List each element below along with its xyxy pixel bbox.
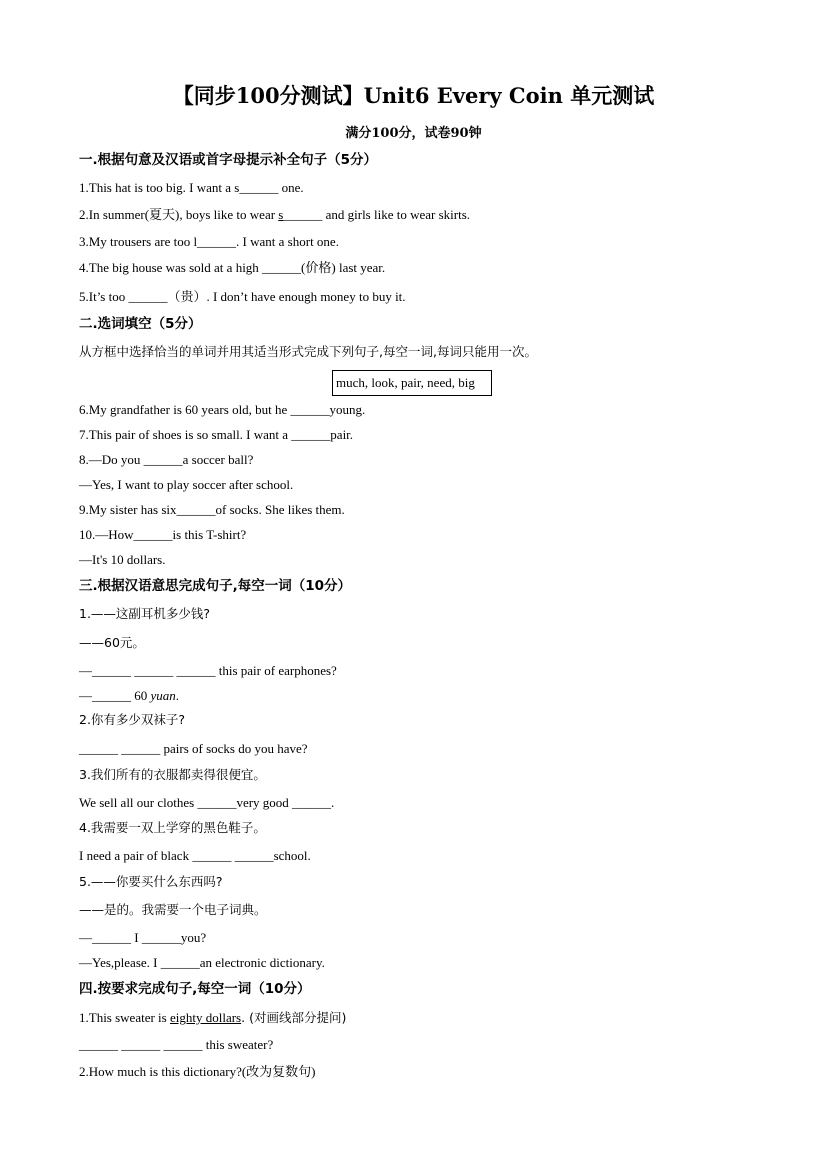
s2-question-8b: —Yes, I want to play soccer after school. (79, 477, 294, 492)
word-box: much, look, pair, need, big (332, 370, 492, 396)
s3-q2-chinese: 2.你有多少双袜子? (79, 712, 186, 727)
s3-q5-english-2: —Yes,please. I ______an electronic dictionary. (79, 955, 325, 970)
s2-question-6: 6.My grandfather is 60 years old, but he ______young. (79, 402, 366, 417)
s3-q1-english-1: —______ ______ ______ this pair of earphones? (79, 663, 337, 678)
s3-q1-en2-part-c: . (175, 688, 180, 703)
s2-question-7: 7.This pair of shoes is so small. I want a ______pair. (79, 427, 354, 442)
s3-q3-chinese: 3.我们所有的衣服都卖得很便宜。 (79, 767, 266, 782)
s3-q5-chinese-1: 5.——你要买什么东西吗? (79, 874, 223, 889)
section-2-heading: 二.选词填空（5分） (79, 316, 202, 332)
page-subtitle: 满分100分，试卷90钟 (345, 126, 482, 141)
section-4-heading: 四.按要求完成句子,每空一词（10分） (79, 981, 311, 997)
s3-q3-english: We sell all our clothes ______very good ______. (79, 795, 335, 810)
s3-q1-chinese-1: 1.——这副耳机多少钱? (79, 606, 211, 621)
s1-question-5: 5.It’s too ______（贵）. I don’t have enough money to buy it. (79, 289, 406, 304)
s4-question-2: 2.How much is this dictionary?(改为复数句) (79, 1064, 316, 1079)
s1-q2-hint-letter: s (278, 207, 284, 222)
s2-question-8a: 8.—Do you ______a soccer ball? (79, 452, 254, 467)
s3-q2-english: ______ ______ pairs of socks do you have? (79, 741, 308, 756)
s3-q1-chinese-2: ——60元。 (79, 635, 145, 650)
s1-q2-part-a: 2.In summer(夏天), boys like to wear (79, 207, 279, 222)
s2-instruction: 从方框中选择恰当的单词并用其适当形式完成下列句子,每空一词,每词只能用一次。 (79, 344, 537, 359)
s3-q1-english-2 (79, 688, 179, 704)
section-3-heading: 三.根据汉语意思完成句子,每空一词（10分） (79, 578, 352, 594)
section-1-heading: 一.根据句意及汉语或首字母提示补全句子（5分） (79, 152, 378, 168)
s1-question-1: 1.This hat is too big. I want a s______ one. (79, 180, 304, 195)
s3-q1-en2-part-a: —______ 60 (79, 688, 151, 703)
s1-question-3: 3.My trousers are too l______. I want a short one. (79, 234, 339, 249)
s3-q1-en2-yuan: yuan (150, 688, 176, 703)
s4-q1-part-a: 1.This sweater is (79, 1010, 170, 1025)
s3-q5-chinese-2: ——是的。我需要一个电子词典。 (79, 902, 267, 917)
s4-question-1-answer: ______ ______ ______ this sweater? (79, 1037, 274, 1052)
s3-q5-english-1: —______ I ______you? (79, 930, 207, 945)
s2-question-10b: —It's 10 dollars. (79, 552, 166, 567)
s4-question-1 (79, 1010, 346, 1026)
s2-question-9: 9.My sister has six______of socks. She likes them. (79, 502, 345, 517)
s1-question-4: 4.The big house was sold at a high ______(价格) last year. (79, 260, 386, 275)
page-title: 【同步100分测试】Unit6 Every Coin 单元测试 (172, 83, 655, 108)
s4-q1-underlined-part: eighty dollars (169, 1010, 242, 1025)
s1-question-2 (79, 207, 470, 223)
s3-q4-english: I need a pair of black ______ ______school. (79, 848, 311, 863)
s4-q1-part-c: . (对画线部分提问) (241, 1010, 347, 1025)
s2-question-10a: 10.—How______is this T-shirt? (79, 527, 247, 542)
s3-q4-chinese: 4.我需要一双上学穿的黑色鞋子。 (79, 820, 266, 835)
s1-q2-part-c: ______ and girls like to wear skirts. (283, 207, 471, 222)
